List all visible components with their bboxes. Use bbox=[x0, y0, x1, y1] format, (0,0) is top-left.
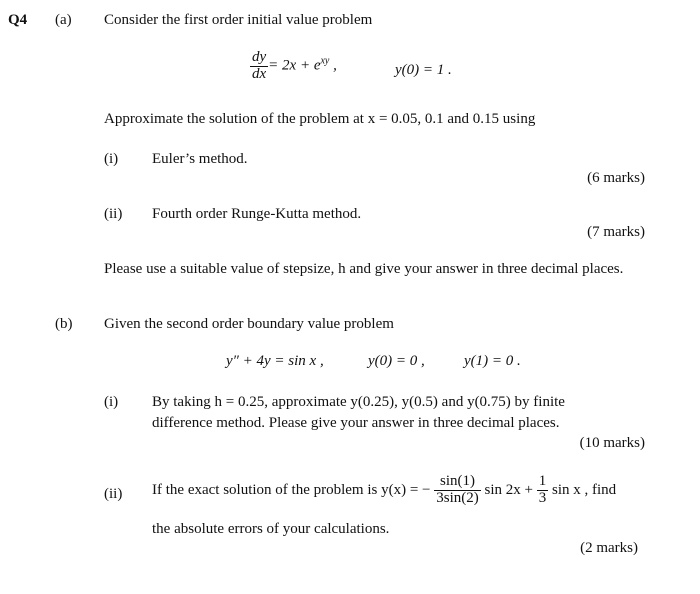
sin-ratio-denominator: 3sin(2) bbox=[436, 489, 479, 506]
part-b-intro: Given the second order boundary value problem bbox=[104, 316, 394, 332]
dy-dx-fraction bbox=[250, 50, 268, 83]
part-b-item-ii-label: (ii) bbox=[104, 486, 123, 502]
one-third-numerator: 1 bbox=[538, 473, 547, 489]
part-b-item-ii-line2: the absolute errors of your calculations. bbox=[152, 521, 390, 537]
bvp-ode: y″ + 4y = sin x , bbox=[226, 353, 324, 369]
exact-solution-prefix: If the exact solution of the problem is y(x) = − bbox=[152, 481, 431, 498]
ode-exponent: xy bbox=[320, 55, 330, 67]
bvp-bc-right: y(1) = 0 . bbox=[464, 353, 521, 369]
part-a-item-i-text: Euler’s method. bbox=[152, 151, 248, 167]
part-a-label: (a) bbox=[55, 12, 72, 28]
part-a-item-ii-marks: (7 marks) bbox=[587, 224, 645, 240]
one-third-denominator: 3 bbox=[538, 489, 547, 506]
part-a-item-ii-text: Fourth order Runge-Kutta method. bbox=[152, 206, 362, 222]
sin-ratio-numerator: sin(1) bbox=[434, 474, 481, 491]
part-a-item-ii-label: (ii) bbox=[104, 206, 123, 222]
ode-rhs: = 2x + e bbox=[268, 57, 321, 74]
bvp-bc-left: y(0) = 0 , bbox=[368, 353, 425, 369]
part-a-note: Please use a suitable value of stepsize, h and give your answer in three decimal places. bbox=[104, 261, 624, 277]
part-a-item-i-marks: (6 marks) bbox=[587, 170, 645, 186]
ode-comma: , bbox=[329, 57, 337, 74]
question-number: Q4 bbox=[8, 12, 28, 28]
part-b-item-ii-line1 bbox=[152, 474, 616, 507]
part-b-item-i-line1: By taking h = 0.25, approximate y(0.25), y(0.5) and y(0.75) by finite bbox=[152, 394, 565, 410]
sin-ratio-fraction bbox=[434, 474, 481, 507]
initial-condition: y(0) = 1 . bbox=[395, 62, 452, 78]
part-b-item-i-label: (i) bbox=[104, 394, 119, 410]
exact-solution-suffix: sin x , find bbox=[552, 481, 617, 498]
part-a-item-i-label: (i) bbox=[104, 151, 119, 167]
frac-numerator: dy bbox=[252, 49, 267, 65]
part-a-ode bbox=[250, 50, 337, 83]
one-third-fraction bbox=[537, 474, 549, 507]
part-b-item-ii-marks: (2 marks) bbox=[580, 540, 638, 556]
frac-denominator: dx bbox=[252, 65, 267, 82]
part-b-item-i-marks: (10 marks) bbox=[579, 435, 645, 451]
part-b-label: (b) bbox=[55, 316, 73, 332]
part-b-item-i-line2: difference method. Please give your answer in three decimal places. bbox=[152, 415, 560, 431]
part-a-intro: Consider the first order initial value problem bbox=[104, 12, 373, 28]
part-a-task: Approximate the solution of the problem at x = 0.05, 0.1 and 0.15 using bbox=[104, 111, 536, 127]
exact-solution-middle: sin 2x + bbox=[484, 481, 533, 498]
